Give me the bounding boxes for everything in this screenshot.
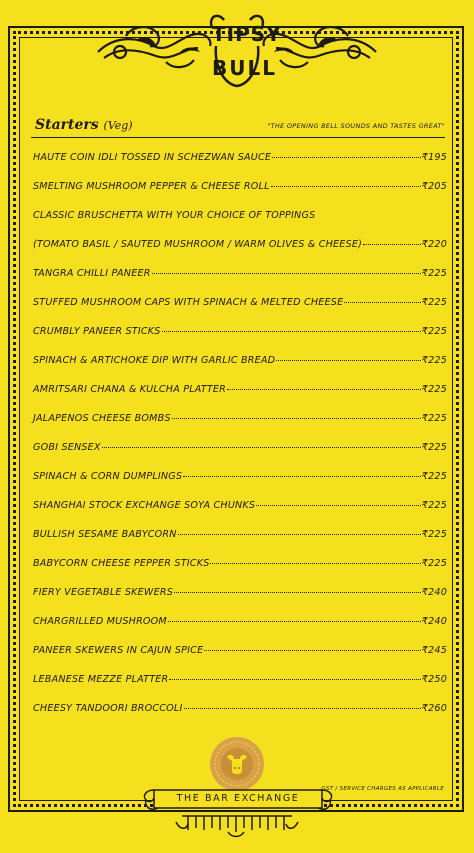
item-name: AMRITSARI CHANA & KULCHA PLATTER bbox=[33, 384, 227, 395]
item-price: ₹225 bbox=[421, 413, 447, 424]
item-price: ₹225 bbox=[421, 355, 447, 366]
menu-item bbox=[33, 317, 447, 346]
item-name: SPINACH & ARTICHOKE DIP WITH GARLIC BREAD bbox=[33, 355, 276, 366]
item-price: ₹225 bbox=[421, 471, 447, 482]
dot-leader bbox=[184, 708, 421, 709]
menu-item bbox=[33, 201, 447, 230]
dot-leader bbox=[102, 447, 421, 448]
item-name: SPINACH & CORN DUMPLINGS bbox=[33, 471, 183, 482]
item-name: STUFFED MUSHROOM CAPS WITH SPINACH & MELTED CHEESE bbox=[33, 297, 344, 308]
menu-item bbox=[33, 143, 447, 172]
logo bbox=[212, 22, 282, 80]
menu-item bbox=[33, 636, 447, 665]
item-price: ₹225 bbox=[421, 384, 447, 395]
dot-leader bbox=[272, 157, 421, 158]
item-name: PANEER SKEWERS IN CAJUN SPICE bbox=[33, 645, 204, 656]
dot-leader bbox=[178, 534, 421, 535]
menu-item bbox=[33, 230, 447, 259]
item-price: ₹240 bbox=[421, 587, 447, 598]
dot-leader bbox=[162, 331, 421, 332]
menu-item bbox=[33, 172, 447, 201]
item-price: ₹225 bbox=[421, 326, 447, 337]
menu-item bbox=[33, 375, 447, 404]
item-price: ₹205 bbox=[421, 181, 447, 192]
item-name: TANGRA CHILLI PANEER bbox=[33, 268, 151, 279]
dot-leader bbox=[227, 389, 421, 390]
item-price: ₹260 bbox=[421, 703, 447, 714]
item-price: ₹225 bbox=[421, 529, 447, 540]
bottom-ornament-icon bbox=[172, 812, 302, 838]
item-price: ₹250 bbox=[421, 674, 447, 685]
item-name: GOBI SENSEX bbox=[33, 442, 101, 453]
banner-text: THE BAR EXCHANGE bbox=[176, 793, 300, 804]
item-price: ₹225 bbox=[421, 558, 447, 569]
item-price: ₹225 bbox=[421, 297, 447, 308]
menu-item bbox=[33, 549, 447, 578]
item-name: CHARGRILLED MUSHROOM bbox=[33, 616, 167, 627]
dot-leader bbox=[174, 592, 421, 593]
menu-item bbox=[33, 665, 447, 694]
item-name: JALAPENOS CHEESE BOMBS bbox=[33, 413, 171, 424]
item-price: ₹225 bbox=[421, 500, 447, 511]
section-title bbox=[35, 117, 133, 133]
menu-item bbox=[33, 694, 447, 723]
section-tagline: "THE OPENING BELL SOUNDS AND TASTES GREAT" bbox=[267, 122, 445, 130]
logo-line2: BULL bbox=[212, 56, 277, 80]
menu-item bbox=[33, 491, 447, 520]
menu-list bbox=[33, 143, 447, 723]
dot-leader bbox=[210, 563, 420, 564]
menu-item bbox=[33, 288, 447, 317]
dot-leader bbox=[183, 476, 421, 477]
item-price: ₹240 bbox=[421, 616, 447, 627]
item-name: HAUTE COIN IDLI TOSSED IN SCHEZWAN SAUCE bbox=[33, 152, 272, 163]
dot-leader bbox=[204, 650, 420, 651]
dot-leader bbox=[276, 360, 421, 361]
dot-leader bbox=[256, 505, 421, 506]
item-price: ₹225 bbox=[421, 442, 447, 453]
dot-leader bbox=[344, 302, 420, 303]
menu-item bbox=[33, 259, 447, 288]
dot-leader bbox=[363, 244, 421, 245]
item-name: (TOMATO BASIL / SAUTED MUSHROOM / WARM OLIVES & CHEESE) bbox=[33, 239, 363, 250]
dot-leader bbox=[152, 273, 421, 274]
dot-leader bbox=[271, 186, 421, 187]
item-price: ₹225 bbox=[421, 268, 447, 279]
item-price: ₹220 bbox=[421, 239, 447, 250]
dot-leader bbox=[169, 679, 420, 680]
menu-item bbox=[33, 520, 447, 549]
section-subtitle: (Veg) bbox=[103, 119, 133, 132]
menu-item bbox=[33, 433, 447, 462]
item-name: BULLISH SESAME BABYCORN bbox=[33, 529, 177, 540]
menu-item bbox=[33, 607, 447, 636]
menu-item bbox=[33, 578, 447, 607]
tax-note: GST / SERVICE CHARGES AS APPLICABLE bbox=[321, 786, 444, 792]
menu-item bbox=[33, 346, 447, 375]
item-name: CHEESY TANDOORI BROCCOLI bbox=[33, 703, 183, 714]
dot-leader bbox=[172, 418, 421, 419]
item-name: CLASSIC BRUSCHETTA WITH YOUR CHOICE OF TOPPINGS bbox=[33, 210, 316, 221]
header-divider bbox=[31, 137, 445, 138]
section-title-text: Starters bbox=[35, 117, 99, 133]
item-name: SMELTING MUSHROOM PEPPER & CHEESE ROLL bbox=[33, 181, 270, 192]
logo-line1: TIPSY bbox=[212, 22, 282, 46]
item-name: SHANGHAI STOCK EXCHANGE SOYA CHUNKS bbox=[33, 500, 256, 511]
item-name: FIERY VEGETABLE SKEWERS bbox=[33, 587, 174, 598]
item-name: CRUMBLY PANEER STICKS bbox=[33, 326, 161, 337]
menu-item bbox=[33, 462, 447, 491]
dot-leader bbox=[168, 621, 421, 622]
item-name: LEBANESE MEZZE PLATTER bbox=[33, 674, 169, 685]
item-price: ₹245 bbox=[421, 645, 447, 656]
item-price: ₹195 bbox=[421, 152, 447, 163]
item-name: BABYCORN CHEESE PEPPER STICKS bbox=[33, 558, 210, 569]
menu-item bbox=[33, 404, 447, 433]
